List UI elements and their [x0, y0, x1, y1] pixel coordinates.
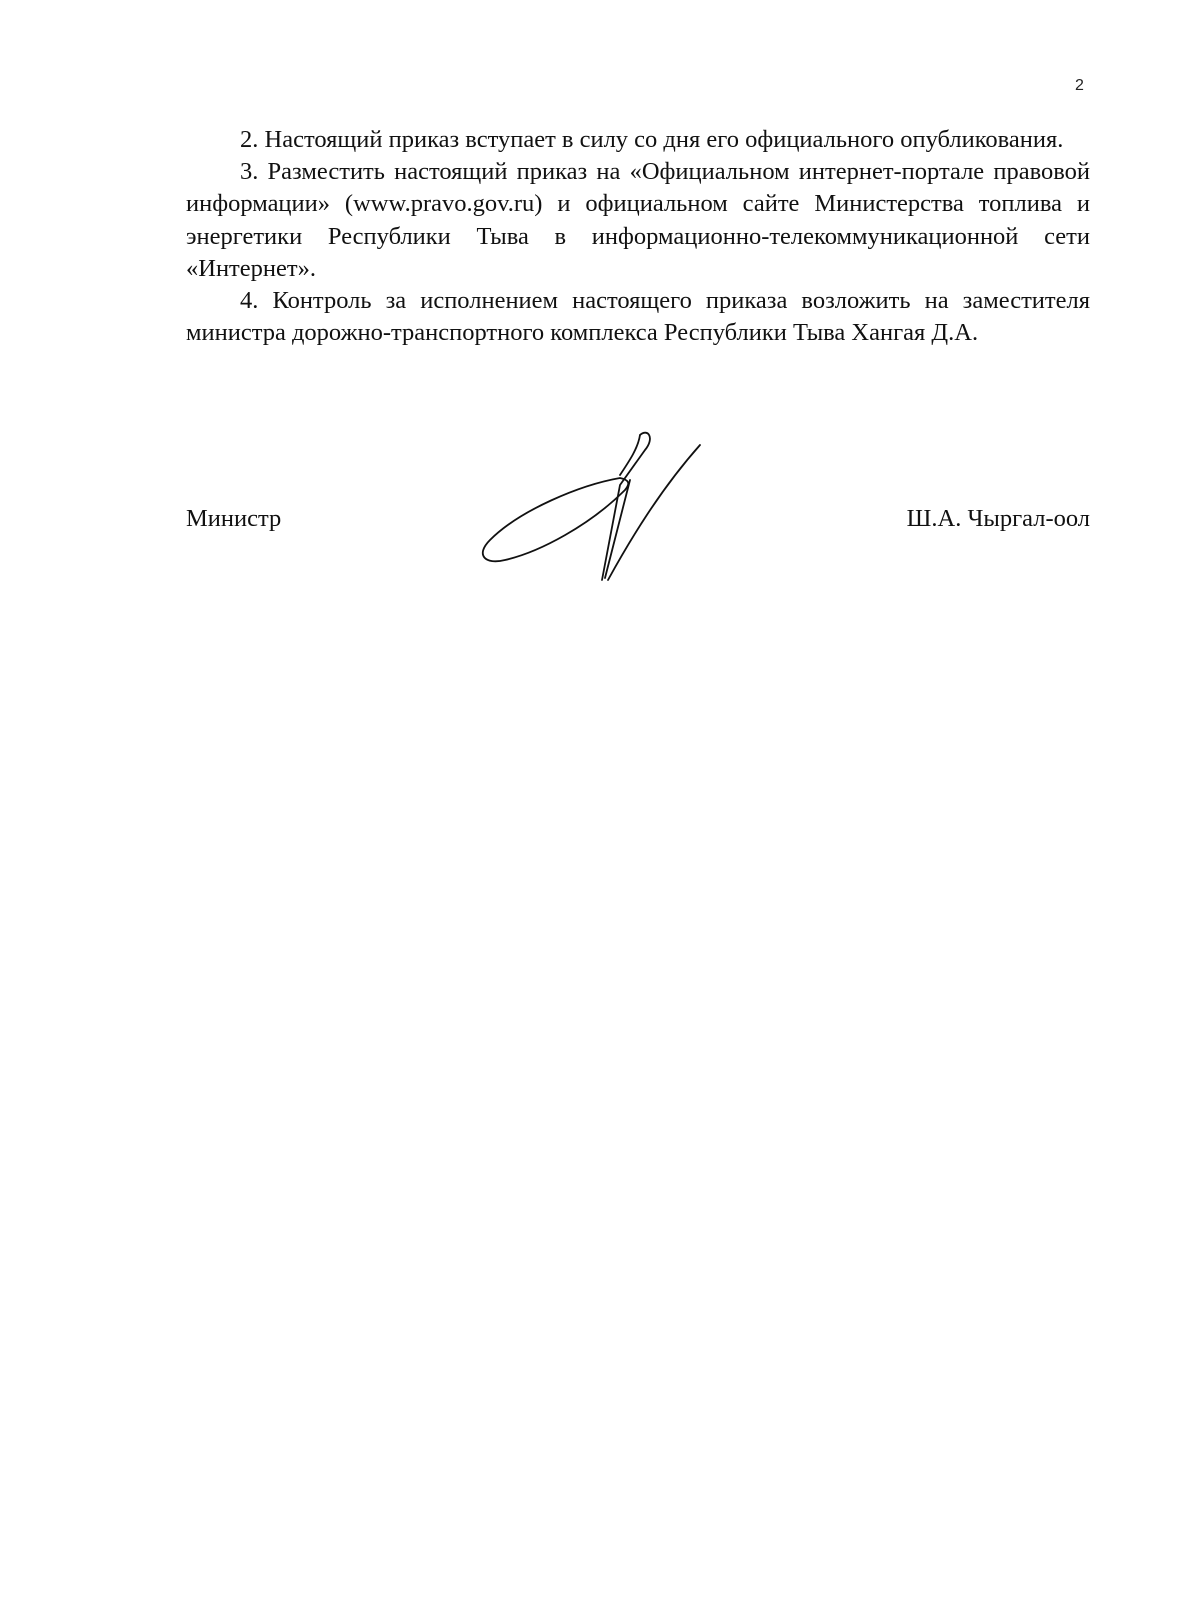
paragraph-control: 4. Контроль за исполнением настоящего приказа возложить на заместителя министра дорожно-транспортного комплекса Республики Тыва Хангая Д.А. [186, 287, 1090, 347]
paragraph-publication: 3. Разместить настоящий приказ на «Официальном интернет-портале правовой информации» (www.pravo.gov.ru) и официальном сайте Министерства топлива и энергетики Республики Тыва в информационно-телекоммуникационной сети «Интернет». [186, 158, 1090, 282]
paragraph-effective-date: 2. Настоящий приказ вступает в силу со дня его официального опубликования. [240, 126, 1064, 153]
signatory-name: Ш.А. Чыргал-оол [906, 505, 1090, 532]
signatory-title: Министр [186, 505, 282, 532]
handwritten-signature [480, 430, 740, 610]
document-body [186, 124, 1090, 349]
page-number: 2 [1075, 77, 1084, 94]
